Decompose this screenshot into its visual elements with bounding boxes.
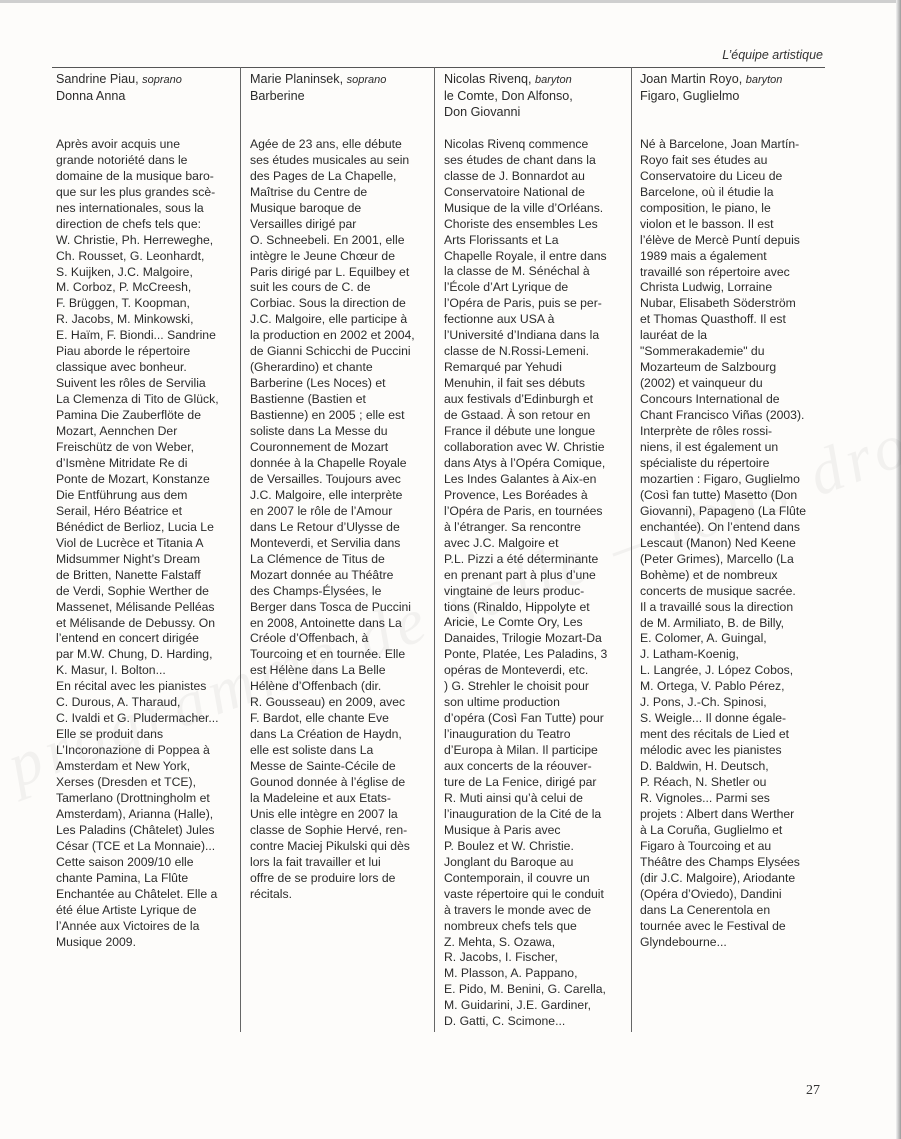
artist-name-text: Nicolas Rivenq, [444,72,532,86]
voice-type: baryton [535,74,572,86]
artist-role: Figaro, Guglielmo [640,88,740,103]
voice-type: soprano [142,74,182,86]
voice-type: baryton [745,74,783,86]
artist-name-text: Sandrine Piau, [56,72,139,86]
page-right-edge [896,0,901,1139]
artist-column-piau [56,67,234,1032]
artist-column-planinsek [240,67,432,1032]
artist-name-text: Joan Martin Royo, [640,72,743,86]
artist-role: Barberine [250,88,305,103]
artist-column-royo [631,67,823,1032]
artist-biography: Nicolas Rivenq commence ses études de chant dans la classe de J. Bonnardot au Conservatoire National de Musique de la ville d’Orléans. Choriste des ensembles Les Arts Florissants et La Chapelle Royale, il entre dans la classe de M. Sénéchal à l’École d’Art Lyrique de l’Opéra de Paris, puis se per- fectionne aux USA à l’Université d’Indiana dans la classe de N.Rossi-Lemeni. Remarqué par Yehudi Menuhin, il fait ses débuts aux festivals d’Edinburgh et de Gstaad. À son retour en France il débute une longue collaboration avec W. Christie dans Atys à l’Opéra Comique, Les Indes Galantes à Aix-en Provence, Les Boréades à l’Opéra de Paris, en tournées à l’étranger. Sa rencontre avec J.C. Malgoire et P.L. Pizzi a été déterminante en prenant part à plus d’une vingtaine de leurs produc- tions (Rinaldo, Hippolyte et Aricie, Le Comte Ory, Les Danaides, Trilogie Mozart-Da Ponte, Platée, Les Paladins, 3 opéras de Monteverdi, etc. ) G. Strehler le choisit pour son ultime production d’opéra (Così Fan Tutte) pour l’inauguration du Teatro d’Europa à Milan. Il participe aux concerts de la réouver- ture de La Fenice, dirigé par R. Muti ainsi qu’à celui de l’inauguration de la Cité de la Musique à Paris avec P. Boulez et W. Christie. Jonglant du Baroque au Contemporain, il couvre un vaste répertoire qui le conduit à travers le monde avec de nombreux chefs tels que Z. Mehta, S. Ozawa, R. Jacobs, I. Fischer, M. Plasson, A. Pappano, E. Pido, M. Benini, G. Carella, M. Guidarini, J.E. Gardiner, D. Gatti, C. Scimone... [444,136,608,1029]
voice-type: soprano [346,74,387,86]
artist-name [444,72,630,89]
page-top-edge [0,0,901,3]
spacer [56,105,234,137]
artist-biography: Après avoir acquis une grande notoriété dans le domaine de la musique baro- que sur les plus grandes scè- nes internationales, sous la direction de chefs tels que: W. Christie, Ph. Herreweghe, Ch. Rousset, G. Leonhardt, S. Kuijken, J.C. Malgoire, M. Corboz, P. McCreesh, F. Brüggen, T. Koopman, R. Jacobs, M. Minkowski, E. Haïm, F. Biondi... Sandrine Piau aborde le répertoire classique avec bonheur. Suivent les rôles de Servilia La Clemenza di Tito de Glück, Pamina Die Zauberflöte de Mozart, Aennchen Der Freischütz de von Weber, d’Ismène Mitridate Re di Ponte de Mozart, Konstanze Die Entführung aus dem Serail, Héro Béatrice et Bénédict de Berlioz, Lucia Le Viol de Lucrèce et Titania A Midsummer Night’s Dream de Britten, Nanette Falstaff de Verdi, Sophie Werther de Massenet, Mélisande Pelléas et Mélisande de Debussy. On l’entend en concert dirigée par M.W. Chung, D. Harding, K. Masur, I. Bolton... En récital avec les pianistes C. Durous, A. Tharaud, C. Ivaldi et G. Pludermacher... Elle se produit dans L’Incoronazione di Poppea à Amsterdam et New York, Xerses (Dresden et TCE), Tamerlano (Drottningholm et Amsterdam), Arianna (Halle), Les Paladins (Châtelet) Jules César (TCE et La Monnaie)... Cette saison 2009/10 elle chante Pamina, La Flûte Enchantée au Châtelet. Elle a été élue Artiste Lyrique de l’Année aux Victoires de la Musique 2009. [56,136,219,949]
spacer [444,121,630,137]
artist-name [56,72,234,89]
running-header: L’équipe artistique [722,48,823,62]
artist-role: le Comte, Don Alfonso, Don Giovanni [444,88,573,119]
artist-role: Donna Anna [56,88,126,103]
spacer [250,105,432,137]
artist-name [640,72,823,89]
artist-biography: Agée de 23 ans, elle débute ses études musicales au sein des Pages de La Chapelle, Maîtrise du Centre de Musique baroque de Versailles dirigé par O. Schneebeli. En 2001, elle intègre le Jeune Chœur de Paris dirigé par L. Equilbey et suit les cours de C. de Corbiac. Sous la direction de J.C. Malgoire, elle participe à la production en 2002 et 2004, de Gianni Schicchi de Puccini (Gherardino) et chante Barberine (Les Noces) et Bastienne (Bastien et Bastienne) en 2005 ; elle est soliste dans La Messe du Couronnement de Mozart donnée à la Chapelle Royale de Versailles. Toujours avec J.C. Malgoire, elle interprète en 2007 le rôle de l’Amour dans Le Retour d’Ulysse de Monteverdi, et Servilia dans La Clémence de Titus de Mozart donnée au Théâtre des Champs-Élysées, le Berger dans Tosca de Puccini en 2008, Antoinette dans La Créole d’Offenbach, à Tourcoing et en tournée. Elle est Hélène dans La Belle Hélène d’Offenbach (dir. R. Gousseau) en 2009, avec F. Bardot, elle chante Eve dans La Création de Haydn, elle est soliste dans La Messe de Sainte-Cécile de Gounod donnée à l’église de la Madeleine et aux Etats- Unis elle intègre en 2007 la classe de Sophie Hervé, ren- contre Maciej Pikulski qui dès lors la fait travailler et lui offre de se produire lors de récitals. [250,136,415,901]
artist-name [250,72,432,89]
page-number: 27 [806,1083,820,1098]
spacer [640,105,823,137]
artist-biography: Né à Barcelone, Joan Martín- Royo fait ses études au Conservatoire du Liceu de Barcelone, où il étudie la composition, le piano, le violon et le basson. Il est l’élève de Mercè Puntí depuis 1989 mais a également travaillé son répertoire avec Christa Ludwig, Lorraine Nubar, Elisabeth Söderström et Thomas Quasthoff. Il est lauréat de la "Sommerakademie" du Mozarteum de Salzbourg (2002) et vainqueur du Concours International de Chant Francisco Viñas (2003). Interprète de rôles rossi- niens, il est également un spécialiste du répertoire mozartien : Figaro, Guglielmo (Così fan tutte) Masetto (Don Giovanni), Papageno (La Flûte enchantée). On l’entend dans Lescaut (Manon) Ned Keene (Peter Grimes), Marcello (La Bohème) et de nombreux concerts de musique sacrée. Il a travaillé sous la direction de M. Armiliato, B. de Billy, E. Colomer, A. Guingal, J. Latham-Koenig, L. Langrée, J. López Cobos, M. Ortega, V. Pablo Pérez, J. Pons, J.-Ch. Spinosi, S. Weigle... Il donne égale- ment des récitals de Lied et mélodic avec les pianistes D. Baldwin, H. Deutsch, P. Réach, N. Shetler ou R. Vignoles... Parmi ses projets : Albert dans Werther à La Coruña, Guglielmo et Figaro à Tourcoing et au Théâtre des Champs Elysées (dir J.C. Malgoire), Ariodante (Opéra d’Oviedo), Dandini dans La Cenerentola en tournée avec le Festival de Glyndebourne... [640,136,806,949]
artist-column-rivenq [434,67,630,1032]
artist-name-text: Marie Planinsek, [250,72,344,86]
